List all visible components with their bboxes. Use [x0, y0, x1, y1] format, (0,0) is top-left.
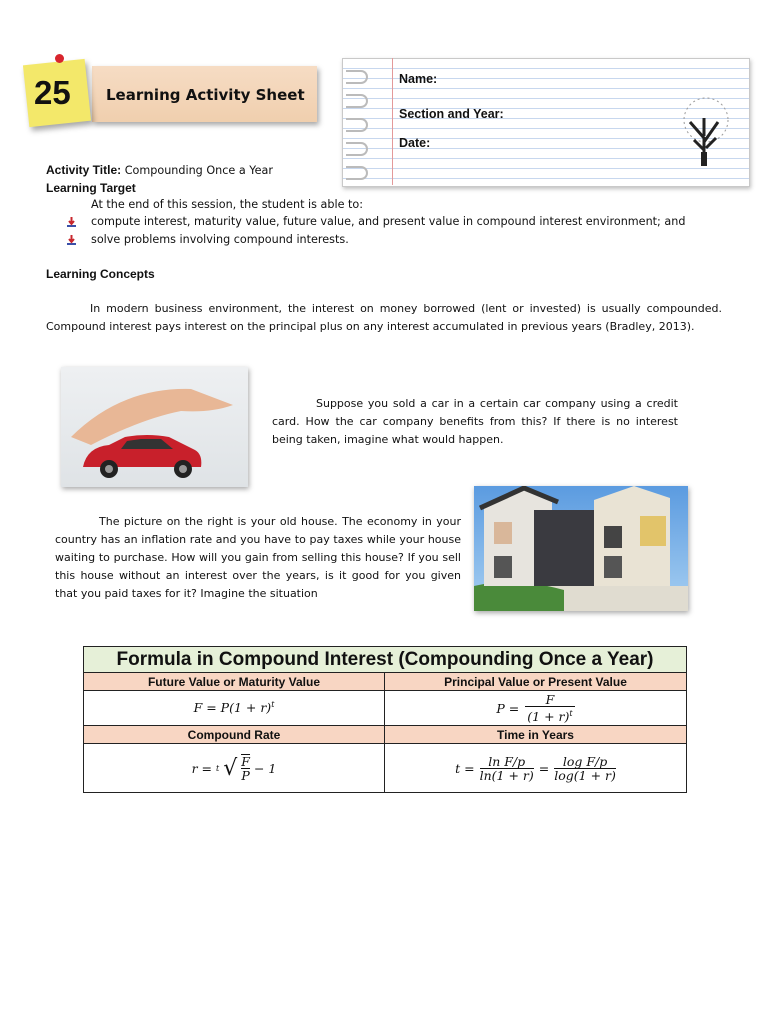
name-label: Name:: [399, 72, 438, 86]
notebook-margin-line: [392, 58, 393, 185]
time-in-years-formula: t = ln F/p ln(1 + r) = log F/p log(1 + r): [385, 744, 687, 793]
date-label: Date:: [399, 136, 431, 150]
spiral-ring-icon: [346, 142, 368, 156]
learning-target-intro: At the end of this session, the student is able to:: [91, 198, 364, 211]
formula-table: [83, 646, 687, 793]
spiral-ring-icon: [346, 118, 368, 132]
activity-title-value: Compounding Once a Year: [124, 164, 273, 177]
concepts-paragraph: In modern business environment, the interest on money borrowed (lent or invested) is usually compounded. Compound interest pays interest on the principal plus on any interest accumulated in previous years (Bradley, 2013).: [46, 302, 722, 333]
activity-number: 25: [34, 74, 71, 111]
compound-rate-formula: r = t √ F P − 1: [84, 744, 385, 793]
house-paragraph: The picture on the right is your old house. The economy in your country has an inflation rate and you have to pay taxes while your house waiting to purchase. How will you gain from selling this house? If you sell this house without an interest over the years, is it good for you given that you paid taxes for it? Imagine the situation: [55, 515, 461, 600]
car-paragraph: Suppose you sold a car in a certain car company using a credit card. How the car company benefits from this? If there is no interest being taken, imagine what would happen.: [272, 397, 678, 446]
future-value-header: Future Value or Maturity Value: [84, 673, 385, 691]
house-photo: [474, 486, 688, 611]
compound-rate-header: Compound Rate: [84, 726, 385, 744]
arrow-bullet-icon: [66, 217, 77, 228]
learning-concepts-heading: Learning Concepts: [46, 267, 155, 281]
time-in-years-header: Time in Years: [385, 726, 687, 744]
formula-table-title: Formula in Compound Interest (Compounding Once a Year): [84, 647, 687, 673]
car-hand-photo: [61, 367, 248, 487]
target-item-2: solve problems involving compound interests.: [91, 233, 349, 246]
section-year-label: Section and Year:: [399, 107, 504, 121]
spiral-ring-icon: [346, 94, 368, 108]
arrow-bullet-icon: [66, 235, 77, 246]
target-item-1: compute interest, maturity value, future value, and present value in compound interest environment; and: [91, 215, 686, 228]
future-value-formula: $F = P(1 + r)^t$: [84, 691, 385, 726]
learning-target-heading: Learning Target: [46, 181, 136, 195]
spiral-ring-icon: [346, 70, 368, 84]
tree-icon: [668, 92, 744, 168]
activity-title-label: Activity Title:: [46, 163, 122, 177]
spiral-ring-icon: [346, 166, 368, 180]
activity-title-row: [46, 162, 273, 179]
sheet-title: Learning Activity Sheet: [106, 86, 305, 104]
present-value-formula: P = F $(1 + r)^t$: [385, 691, 687, 726]
present-value-header: Principal Value or Present Value: [385, 673, 687, 691]
pin-icon: [55, 54, 64, 63]
